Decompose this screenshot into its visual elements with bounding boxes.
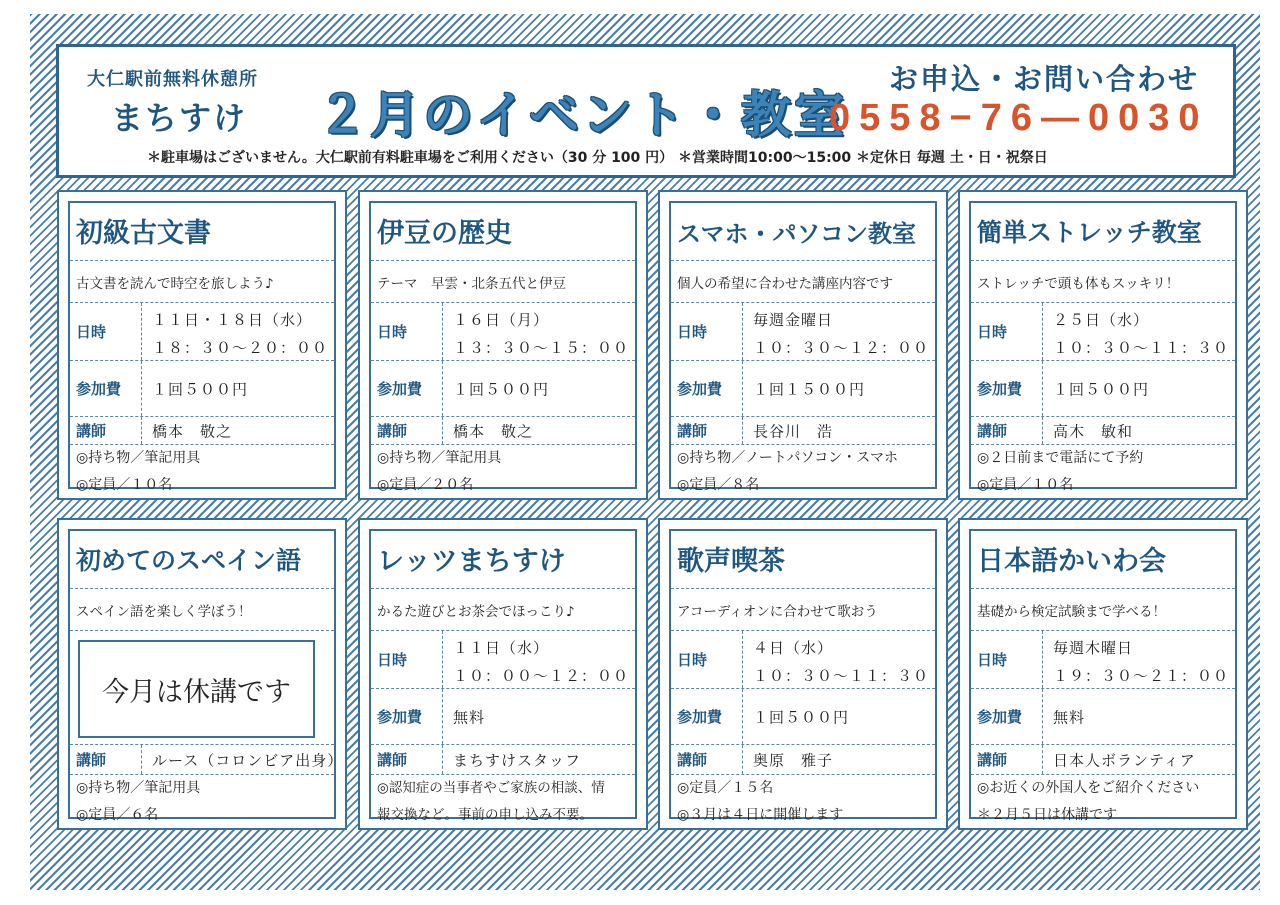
- instructor-name: 奥原 雅子: [753, 751, 834, 769]
- organization-name: 大仁駅前無料休憩所: [87, 69, 258, 90]
- event-card-izu-history: [358, 190, 648, 500]
- card-desc-row: [371, 589, 635, 631]
- instructor-name: 橋本 敬之: [152, 422, 233, 440]
- card-title: レッツまちすけ: [377, 546, 566, 577]
- card-inner: [68, 201, 336, 493]
- card-note: 報交換など。事前の申し込み不要。: [377, 807, 593, 823]
- card-desc-row: [671, 261, 935, 303]
- instructor-row: [671, 417, 935, 445]
- fee-row: [671, 361, 935, 417]
- event-fee: 無料: [453, 708, 486, 726]
- datetime-label: 日時: [971, 631, 1043, 688]
- card-note: ◎定員／１５名: [677, 780, 774, 796]
- contact-label: お申込・お問い合わせ: [889, 62, 1200, 96]
- notes-row: [671, 775, 935, 823]
- card-desc: 基礎から検定試験まで学べる！: [977, 604, 1166, 620]
- card-note: ◎持ち物／筆記用具: [76, 450, 201, 466]
- event-date: １１日（水）: [453, 639, 550, 657]
- notes-row: [971, 775, 1235, 823]
- fee-row: [371, 361, 635, 417]
- card-desc: テーマ 早雲・北条五代と伊豆: [377, 276, 566, 292]
- event-date: ２５日（水）: [1053, 311, 1150, 329]
- card-title-row: [371, 531, 635, 589]
- event-card-stretch: [958, 190, 1248, 500]
- datetime-label: 日時: [671, 303, 743, 360]
- card-desc-row: [971, 589, 1235, 631]
- event-time: １０：３０～１１：３０: [1053, 339, 1230, 357]
- card-inner: [68, 529, 344, 823]
- page-title: ２月のイベント・教室: [317, 86, 847, 144]
- card-desc-row: [671, 589, 935, 631]
- card-title-row: [671, 203, 935, 261]
- card-title-row: [371, 203, 635, 261]
- instructor-row: [371, 417, 635, 445]
- instructor-name: 高木 敏和: [1053, 422, 1134, 440]
- card-note: ◎定員／８名: [677, 477, 760, 493]
- event-fee: １回５００円: [453, 380, 550, 398]
- card-note: ◎３月は４日に開催します: [677, 807, 844, 823]
- fee-row: [70, 361, 334, 417]
- notice-text: ＊駐車場はございません。大仁駅前有料駐車場をご利用ください（30 分 100 円） ＊営業時間10:00～15:00 ＊定休日 毎週 土・日・祝祭日: [147, 150, 1048, 166]
- card-note: ◎持ち物／ノートパソコン・スマホ: [677, 450, 898, 466]
- event-date: 毎週金曜日: [753, 311, 834, 329]
- datetime-label: 日時: [371, 303, 443, 360]
- card-title-row: [70, 531, 334, 589]
- instructor-label: 講師: [371, 417, 443, 444]
- datetime-label: 日時: [371, 631, 443, 688]
- event-card-komonjo: [57, 190, 347, 500]
- card-title: 歌声喫茶: [677, 546, 785, 577]
- instructor-row: [70, 417, 334, 445]
- instructor-row: [971, 745, 1235, 775]
- card-note: ＊２月５日は休講です: [977, 807, 1117, 823]
- card-desc-row: [371, 261, 635, 303]
- instructor-label: 講師: [971, 417, 1043, 444]
- event-time: １８：３０～２０：００: [152, 339, 329, 357]
- datetime-row: [671, 303, 935, 361]
- fee-label: 参加費: [971, 689, 1043, 744]
- datetime-label: 日時: [70, 303, 142, 360]
- card-desc: ストレッチで頭も体もスッキリ！: [977, 276, 1180, 292]
- event-time: １０：３０～１１：３０: [753, 667, 930, 685]
- instructor-name: まちすけスタッフ: [453, 751, 582, 769]
- datetime-row: [971, 303, 1235, 361]
- notes-row: [371, 445, 635, 493]
- card-inner: [369, 201, 637, 493]
- event-time: １９：３０～２１：００: [1053, 667, 1230, 685]
- instructor-name: 長谷川 浩: [753, 422, 834, 440]
- event-date: ４日（水）: [753, 639, 834, 657]
- card-title-row: [70, 203, 334, 261]
- instructor-name: ルース（コロンビア出身）: [152, 751, 344, 769]
- fee-label: 参加費: [70, 361, 142, 416]
- card-note: ◎お近くの外国人をご紹介ください: [977, 780, 1200, 796]
- card-desc: 個人の希望に合わせた講座内容です: [677, 276, 893, 292]
- notes-row: [70, 775, 334, 823]
- event-time: １３：３０～１５：００: [453, 339, 630, 357]
- datetime-row: [371, 631, 635, 689]
- card-desc: アコーディオンに合わせて歌おう: [677, 604, 878, 620]
- fee-row: [671, 689, 935, 745]
- instructor-label: 講師: [971, 745, 1043, 774]
- event-card-spanish: [57, 518, 347, 830]
- card-title: スマホ・パソコン教室: [677, 220, 917, 248]
- notes-row: [371, 775, 635, 823]
- event-card-smartphone-pc: [658, 190, 948, 500]
- fee-label: 参加費: [971, 361, 1043, 416]
- instructor-row: [671, 745, 935, 775]
- event-time: １０：３０～１２：００: [753, 339, 930, 357]
- card-note: ◎定員／１０名: [76, 477, 173, 493]
- card-desc-row: [971, 261, 1235, 303]
- instructor-name: 橋本 敬之: [453, 422, 534, 440]
- card-title: 初めてのスペイン語: [76, 546, 302, 575]
- card-note: ◎認知症の当事者やご家族の相談、情: [377, 780, 605, 796]
- card-desc-row: [70, 589, 334, 631]
- card-note: ◎定員／２０名: [377, 477, 474, 493]
- instructor-label: 講師: [70, 745, 142, 774]
- fee-label: 参加費: [371, 689, 443, 744]
- card-note: ◎定員／６名: [76, 807, 159, 823]
- card-desc: 古文書を読んで時空を旅しよう♪: [76, 276, 274, 292]
- event-fee: １回５００円: [152, 380, 249, 398]
- closed-area: [70, 631, 334, 745]
- closed-notice: 今月は休講です: [78, 640, 315, 738]
- card-inner: [369, 529, 637, 823]
- event-card-japanese-conversation: [958, 518, 1248, 830]
- card-title-row: [971, 531, 1235, 589]
- event-date: 毎週木曜日: [1053, 639, 1134, 657]
- instructor-label: 講師: [671, 745, 743, 774]
- datetime-row: [971, 631, 1235, 689]
- instructor-name: 日本人ボランティア: [1053, 751, 1196, 769]
- datetime-label: 日時: [671, 631, 743, 688]
- datetime-label: 日時: [971, 303, 1043, 360]
- card-inner: [669, 529, 937, 823]
- fee-label: 参加費: [671, 689, 743, 744]
- notes-row: [70, 445, 334, 493]
- datetime-row: [371, 303, 635, 361]
- fee-row: [971, 361, 1235, 417]
- event-date: １１日・１８日（水）: [152, 311, 313, 329]
- card-title-row: [671, 531, 935, 589]
- event-fee: １回５００円: [1053, 380, 1150, 398]
- card-inner: [969, 201, 1237, 493]
- card-note: ◎定員／１０名: [977, 477, 1074, 493]
- event-fee: １回１５００円: [753, 380, 866, 398]
- fee-row: [371, 689, 635, 745]
- instructor-label: 講師: [671, 417, 743, 444]
- card-title: 簡単ストレッチ教室: [977, 218, 1202, 247]
- card-desc: かるた遊びとお茶会でほっこり♪: [377, 604, 575, 620]
- facility-name: まちすけ: [111, 99, 248, 137]
- datetime-row: [70, 303, 334, 361]
- event-fee: 無料: [1053, 708, 1086, 726]
- card-desc: スペイン語を楽しく学ぼう！: [76, 604, 252, 620]
- fee-label: 参加費: [371, 361, 443, 416]
- card-title-row: [971, 203, 1235, 261]
- event-date: １６日（月）: [453, 311, 550, 329]
- instructor-label: 講師: [70, 417, 142, 444]
- event-card-lets-machisuke: [358, 518, 648, 830]
- card-desc-row: [70, 261, 334, 303]
- card-inner: [669, 201, 937, 493]
- card-note: ◎持ち物／筆記用具: [76, 780, 201, 796]
- event-card-utagoe-kissa: [658, 518, 948, 830]
- instructor-row: [971, 417, 1235, 445]
- instructor-row: [371, 745, 635, 775]
- event-time: １０：００～１２：００: [453, 667, 630, 685]
- phone-number: 0558−76―0030: [829, 97, 1209, 139]
- card-inner: [969, 529, 1237, 823]
- card-title: 初級古文書: [76, 218, 211, 249]
- event-fee: １回５００円: [753, 708, 850, 726]
- datetime-row: [671, 631, 935, 689]
- fee-row: [971, 689, 1235, 745]
- card-title: 伊豆の歴史: [377, 218, 512, 249]
- fee-label: 参加費: [671, 361, 743, 416]
- instructor-row: [70, 745, 344, 775]
- instructor-label: 講師: [371, 745, 443, 774]
- card-title: 日本語かいわ会: [977, 546, 1166, 577]
- card-note: ◎持ち物／筆記用具: [377, 450, 502, 466]
- notes-row: [971, 445, 1235, 493]
- card-note: ◎２日前まで電話にて予約: [977, 450, 1144, 466]
- notes-row: [671, 445, 935, 493]
- header-panel: [56, 44, 1236, 178]
